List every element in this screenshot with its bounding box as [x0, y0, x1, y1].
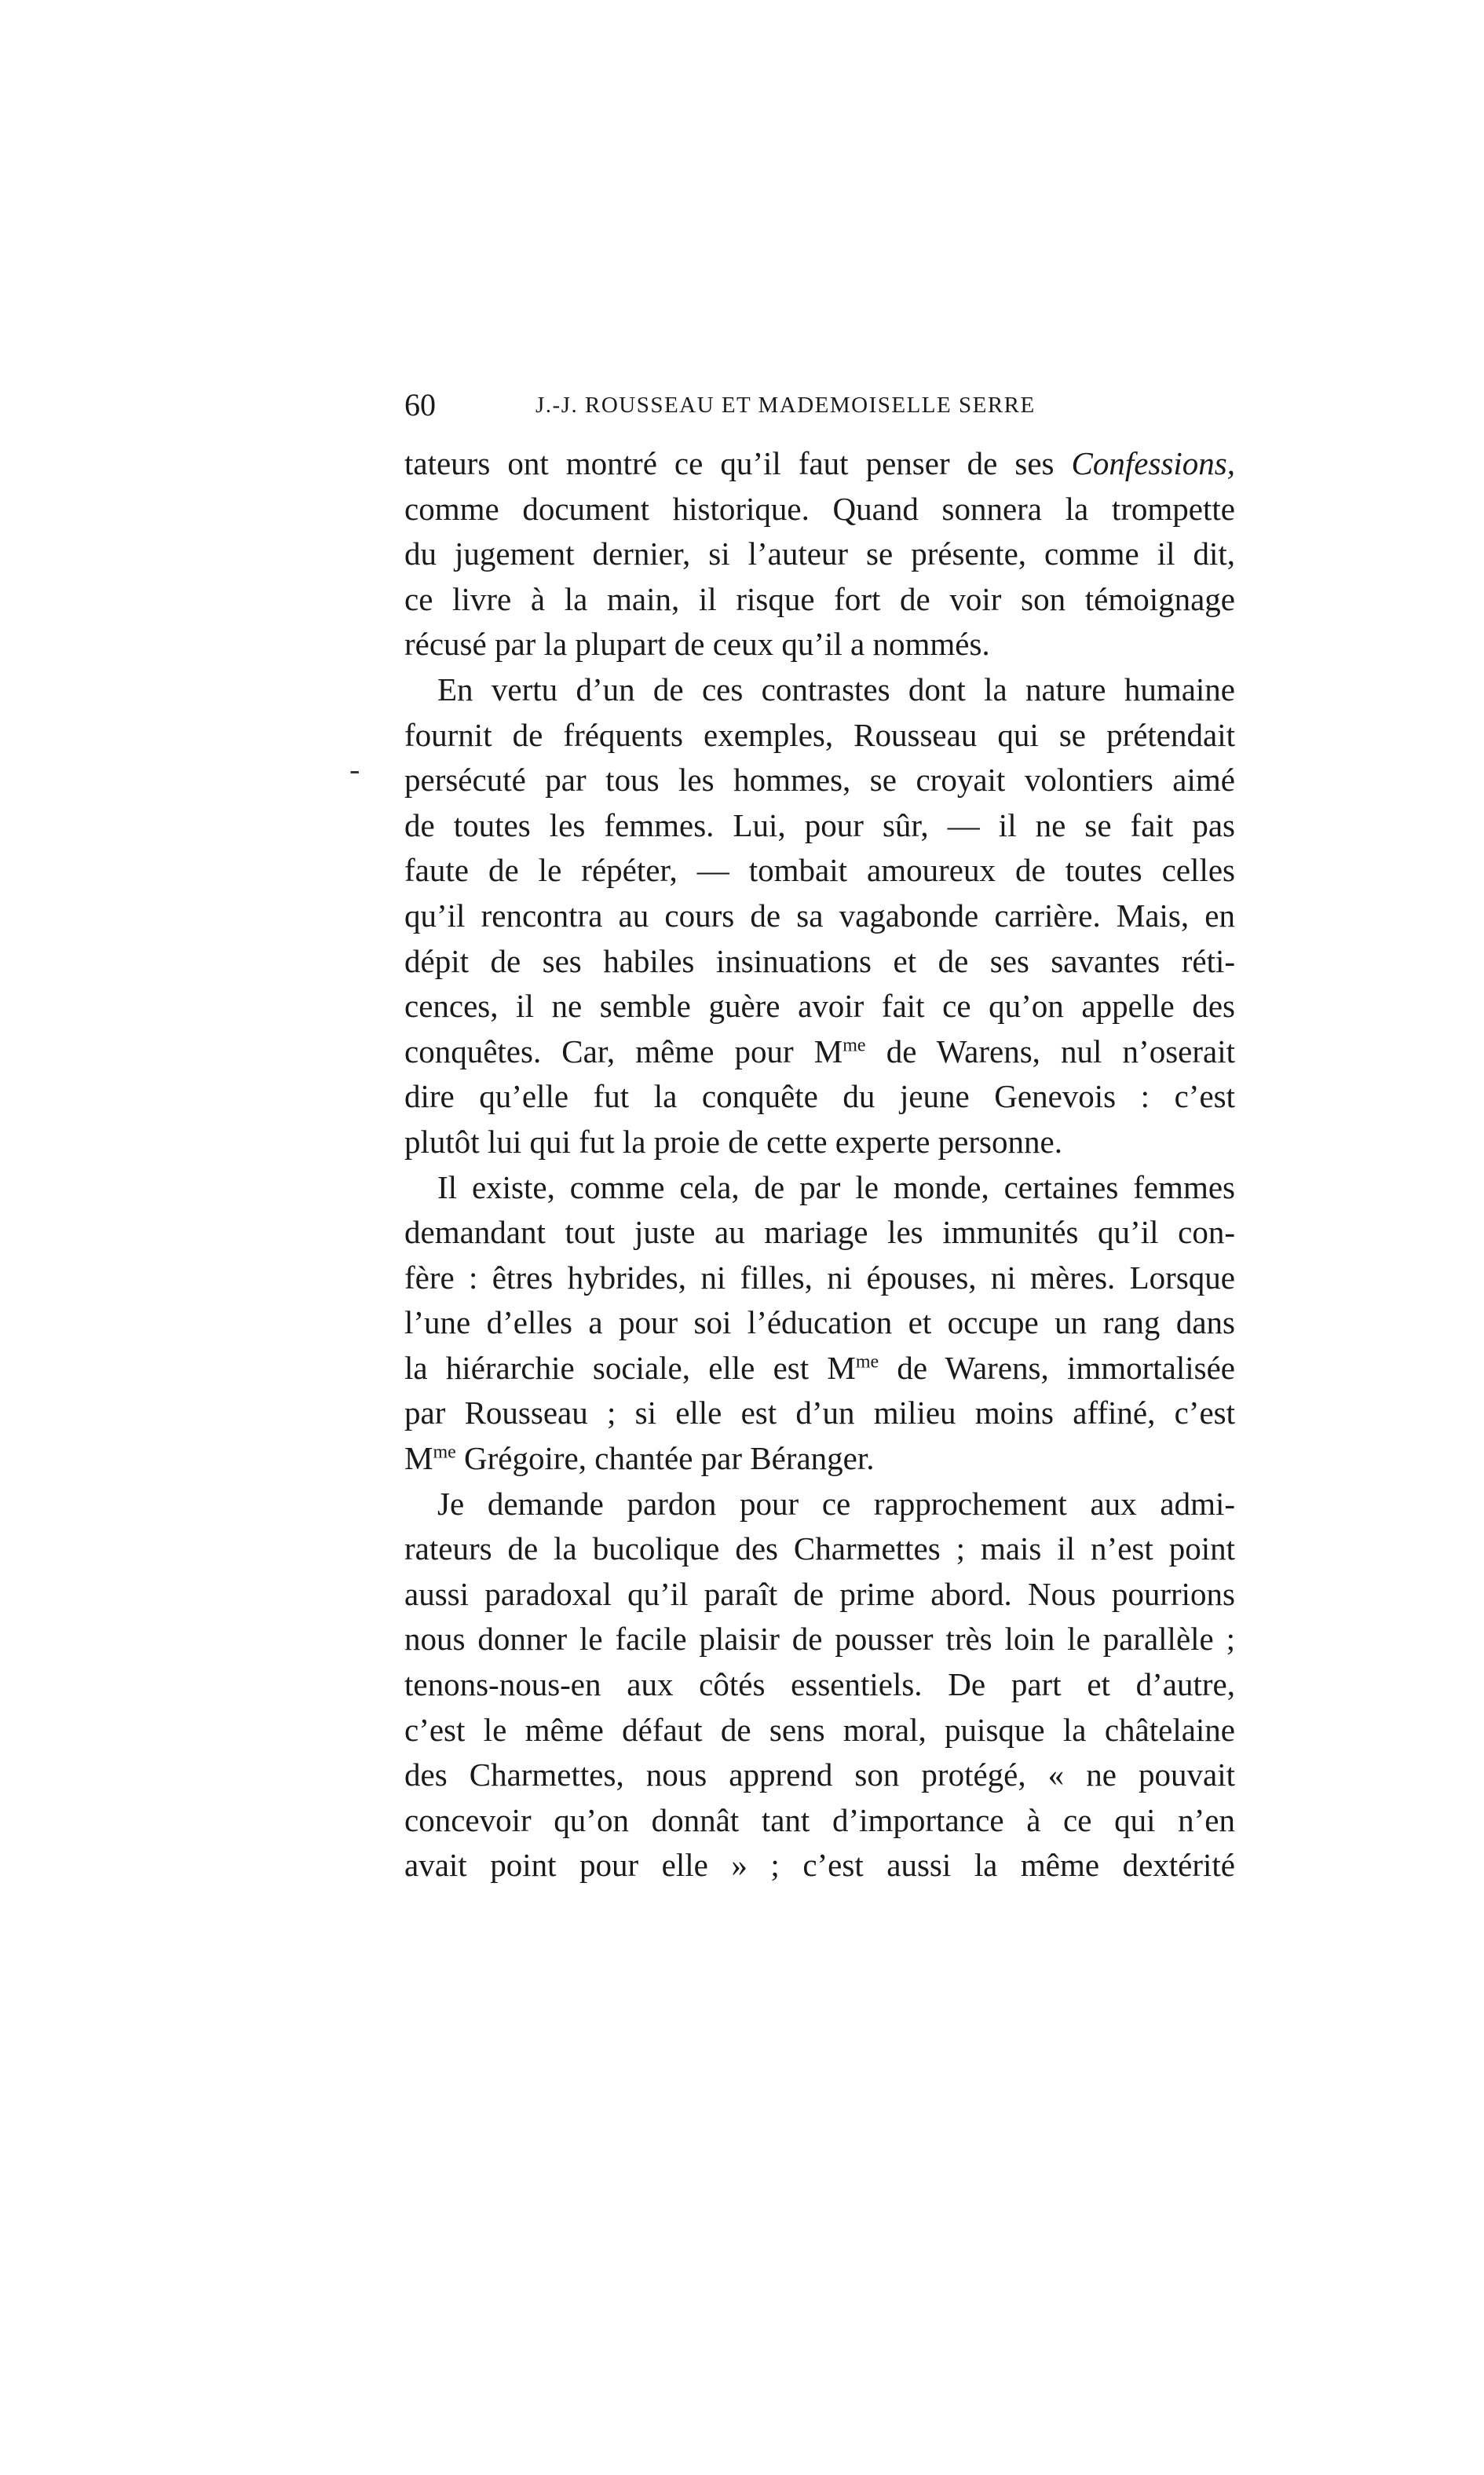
text-line: c’est le même défaut de sens moral, puisque la châtelaine — [404, 1711, 1235, 1748]
body-text — [404, 441, 1235, 1888]
text-line: comme document historique. Quand sonnera la trompette — [404, 490, 1235, 527]
text-line: cences, il ne semble guère avoir fait ce qu’on appelle des — [404, 988, 1235, 1025]
text-line: dire qu’elle fut la conquête du jeune Genevois : c’est — [404, 1078, 1235, 1115]
text-line: tenons-nous-en aux côtés essentiels. De part et d’autre, — [404, 1666, 1235, 1703]
text-line: du jugement dernier, si l’auteur se présente, comme il dit, — [404, 536, 1235, 572]
text-line: rateurs de la bucolique des Charmettes ; mais il n’est point — [404, 1530, 1235, 1567]
text-line: $M^{me}$ Grégoire, chantée par Béranger. — [404, 1440, 875, 1477]
page-number: 60 — [404, 387, 436, 422]
margin-mark: - — [349, 751, 360, 787]
text-line: récusé par la plupart de ceux qu’il a nommés. — [404, 626, 990, 663]
italic-title: Confessions, — [1071, 445, 1235, 481]
text-line: En vertu d’un de ces contrastes dont la nature humaine — [437, 671, 1235, 707]
text-line: de toutes les femmes. Lui, pour sûr, — il ne se fait pas — [404, 806, 1235, 843]
running-title: J.-J. ROUSSEAU ET MADEMOISELLE SERRE — [535, 393, 1036, 418]
text-line: demandant tout juste au mariage les immunités qu’il con- — [404, 1214, 1235, 1251]
text-line: conquêtes. Car, même pour $M^{me}$ de Warens, nul n’oserait — [404, 1033, 1235, 1069]
text-line: persécuté par tous les hommes, se croyait volontiers aimé — [404, 762, 1235, 799]
text-line: qu’il rencontra au cours de sa vagabonde carrière. Mais, en — [404, 897, 1235, 934]
text-line: aussi paradoxal qu’il paraît de prime abord. Nous pourrions — [404, 1575, 1235, 1612]
text-line: plutôt lui qui fut la proie de cette experte personne. — [404, 1123, 1062, 1160]
text-line: la hiérarchie sociale, elle est $M^{me}$ de Warens, immortalisée — [404, 1349, 1235, 1386]
text-line: avait point pour elle » ; c’est aussi la même dextérité — [404, 1847, 1235, 1884]
text-line: Il existe, comme cela, de par le monde, certaines femmes — [437, 1168, 1235, 1205]
text-line: dépit de ses habiles insinuations et de ses savantes réti- — [404, 942, 1235, 979]
text-line: concevoir qu’on donnât tant d’importance à ce qui n’en — [404, 1801, 1235, 1838]
text-line: des Charmettes, nous apprend son protégé, « ne pouvait — [404, 1757, 1235, 1793]
text-line: l’une d’elles a pour soi l’éducation et occupe un rang dans — [404, 1304, 1235, 1341]
running-head — [404, 382, 1237, 429]
text-line: fournit de fréquents exemples, Rousseau qui se prétendait — [404, 716, 1235, 753]
text-line: Je demande pardon pour ce rapprochement aux admi- — [437, 1485, 1235, 1522]
text-line: ce livre à la main, il risque fort de voir son témoignage — [404, 580, 1235, 617]
text-line: faute de le répéter, — tombait amoureux de toutes celles — [404, 852, 1235, 889]
text-line: nous donner le facile plaisir de pousser très loin le parallèle ; — [404, 1621, 1235, 1658]
text-line: par Rousseau ; si elle est d’un milieu moins affiné, c’est — [404, 1395, 1235, 1431]
text-line: fère : êtres hybrides, ni filles, ni épouses, ni mères. Lorsque — [404, 1259, 1235, 1296]
text-line: tateurs ont montré ce qu’il faut penser de ses Confessions, — [404, 445, 1235, 481]
